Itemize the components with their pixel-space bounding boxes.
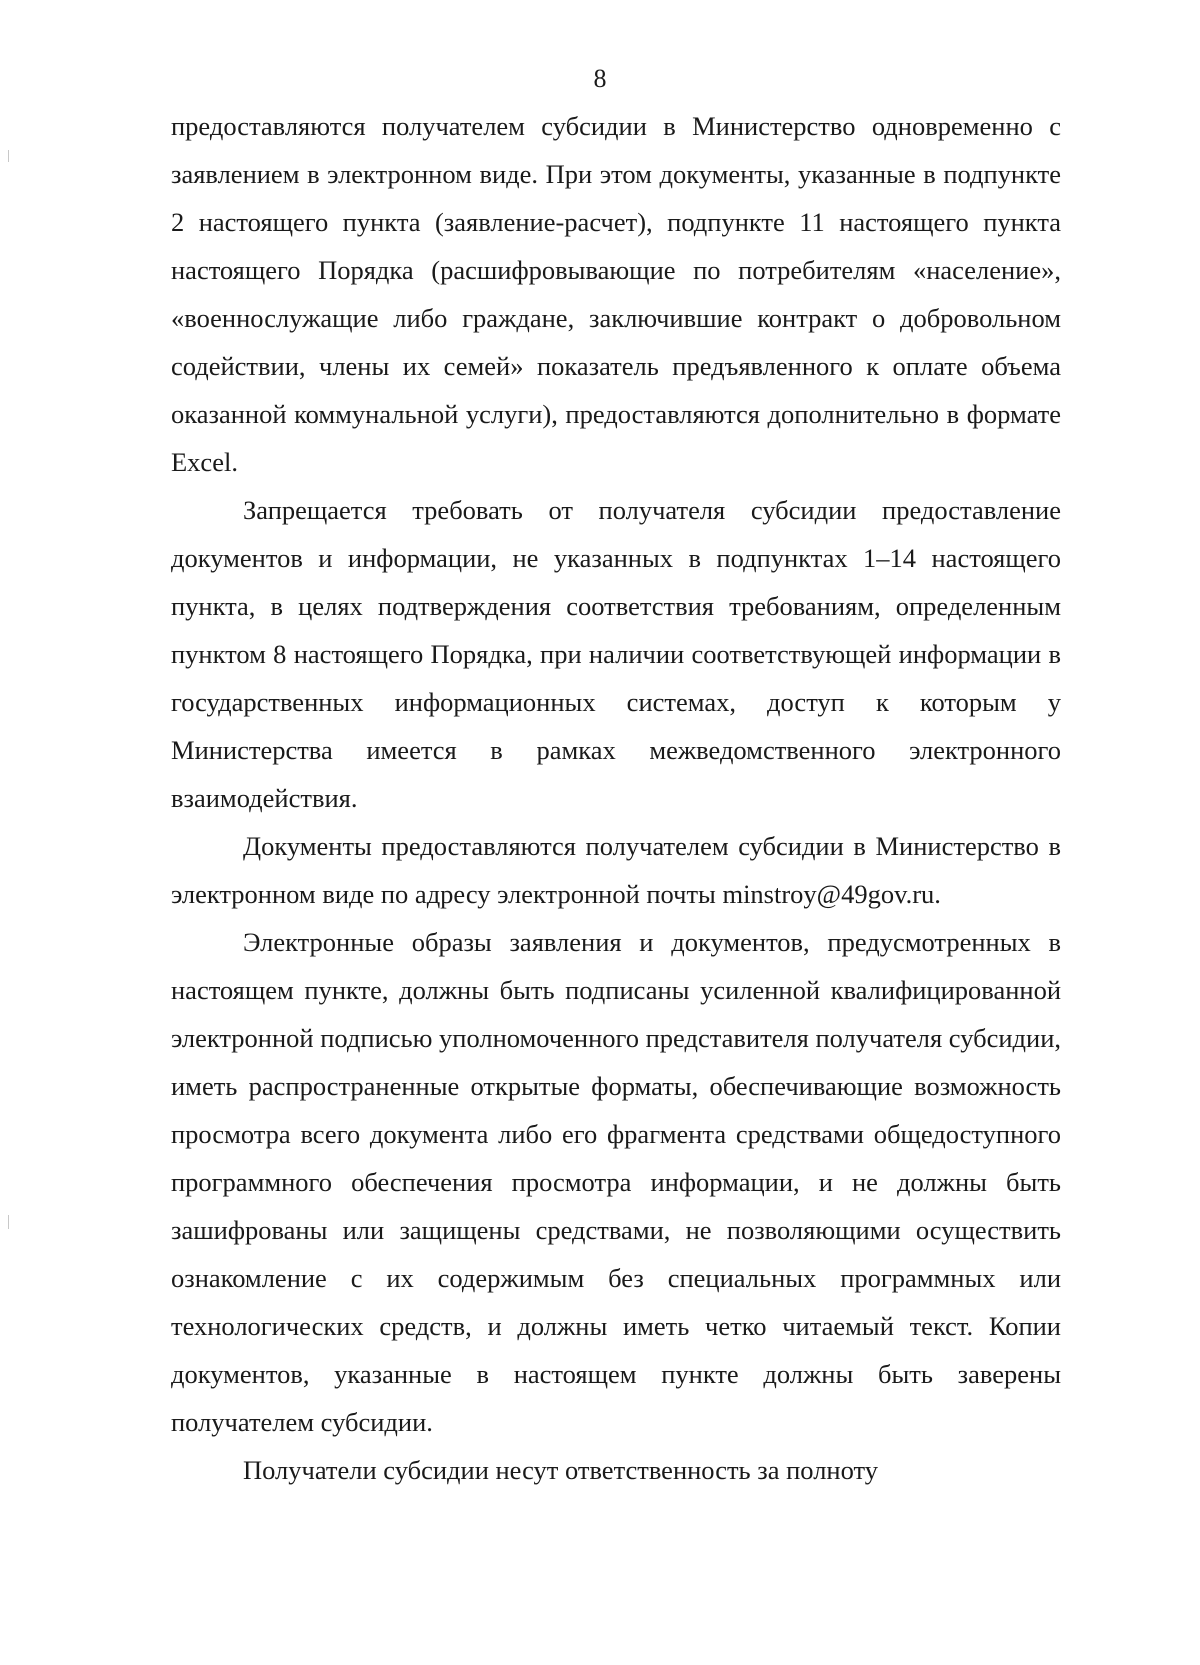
page-number: 8 [593,64,607,93]
paragraph-3: Документы предоставляются получателем субсидии в Министерство в электронном виде по адресу электронной почты minstroy@49gov.ru. [171,831,1061,909]
document-body [171,102,1061,1494]
scan-edge-mark [8,1215,9,1229]
paragraph-2: Запрещается требовать от получателя субсидии предоставление документов и информации, не указанных в подпунктах 1–14 настоящего пункта, в целях подтверждения соответствия требованиям, определенным пунктом 8 настоящего Порядка, при наличии соответствующей информации в государственных информационных системах, доступ к которым у Министерства имеется в рамках межведомственного электронного взаимодействия. [171,495,1061,813]
paragraph-4: Электронные образы заявления и документов, предусмотренных в настоящем пункте, должны быть подписаны усиленной квалифицированной электронной подписью уполномоченного представителя получателя субсидии, иметь распространенные открытые форматы, обеспечивающие возможность просмотра всего документа либо его фрагмента средствами общедоступного программного обеспечения просмотра информации, и не должны быть зашифрованы или защищены средствами, не позволяющими осуществить ознакомление с их содержимым без специальных программных или технологических средств, и должны иметь четко читаемый текст. Копии документов, указанные в настоящем пункте должны быть заверены получателем субсидии. [171,927,1062,1437]
paragraph-5: Получатели субсидии несут ответственность за полноту [243,1455,878,1485]
scan-edge-mark [8,150,9,162]
paragraph-1: предоставляются получателем субсидии в Министерство одновременно с заявлением в электронном виде. При этом документы, указанные в подпункте 2 настоящего пункта (заявление-расчет), подпункте 11 настоящего пункта настоящего Порядка (расшифровывающие по потребителям «население», «военнослужащие либо граждане, заключившие контракт о добровольном содействии, члены их семей» показатель предъявленного к оплате объема оказанной коммунальной услуги), предоставляются дополнительно в формате Excel. [171,111,1061,477]
